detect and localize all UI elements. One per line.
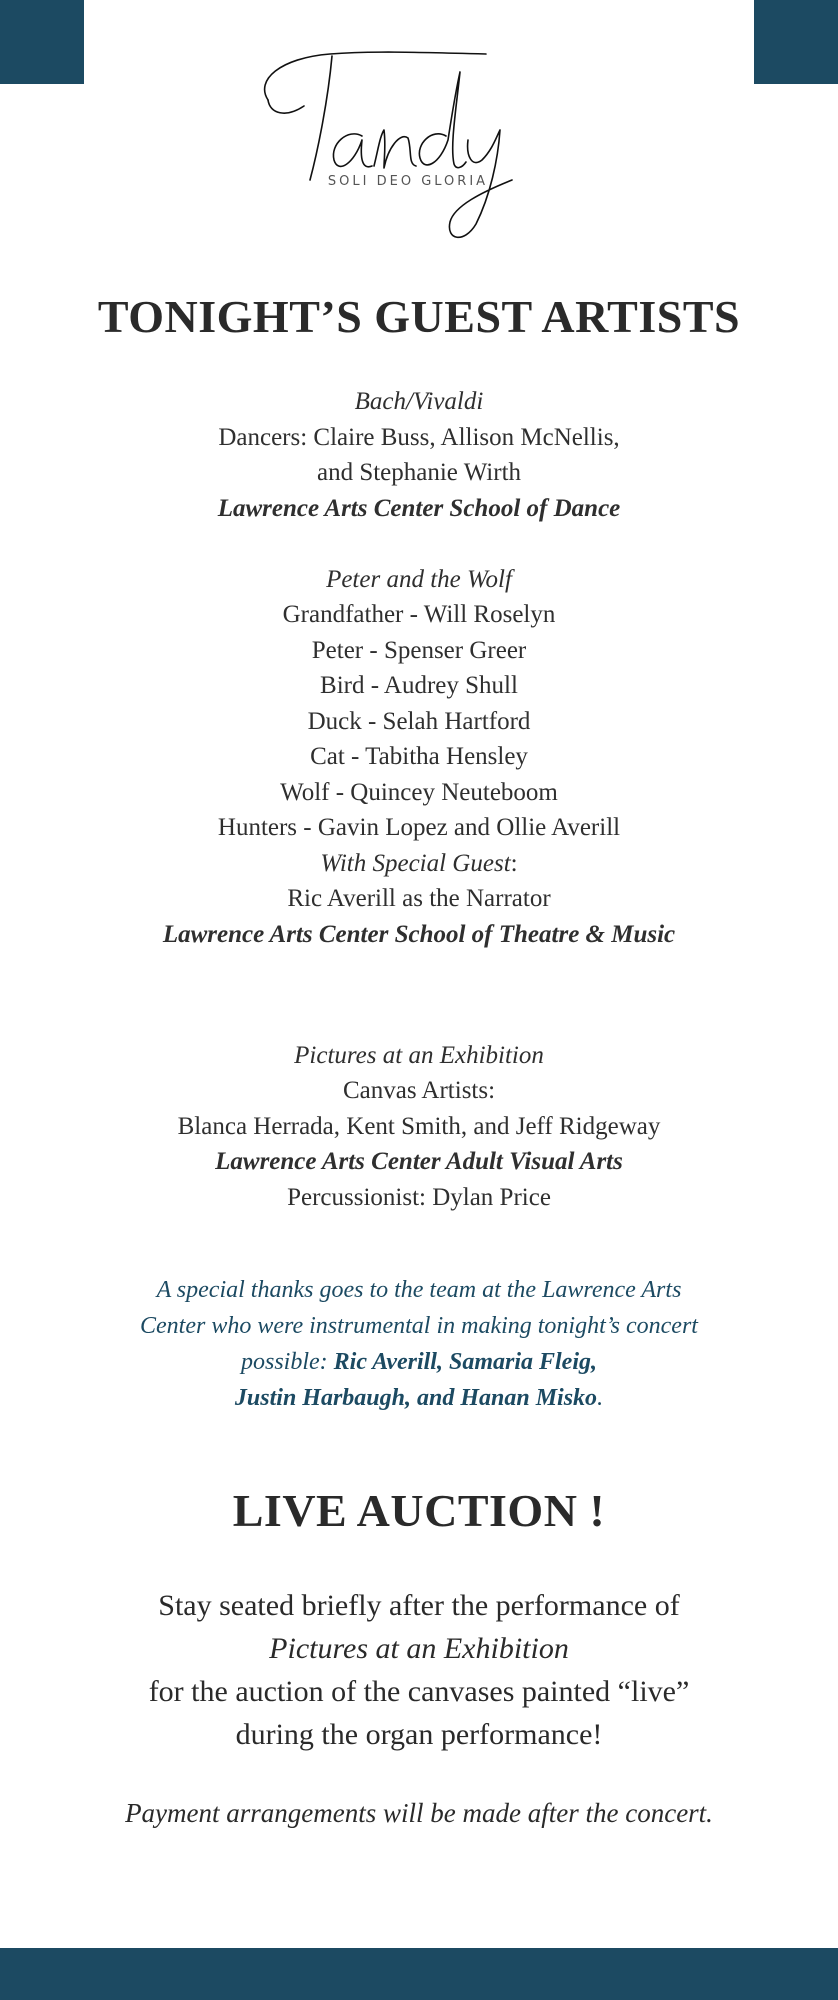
special-guest-label: With Special Guest — [320, 849, 511, 877]
bach-vivaldi-title: Bach/Vivaldi — [354, 388, 484, 415]
cast-line: Grandfather - Will Roselyn — [282, 601, 556, 628]
guest-artists-heading-wrap — [0, 290, 838, 343]
peter-wolf-title: Peter and the Wolf — [326, 565, 512, 593]
auction-line-3: for the auction of the canvases painted “live” — [148, 1675, 690, 1708]
spacer — [0, 526, 838, 562]
bach-organization: Lawrence Arts Center School of Dance — [217, 494, 621, 522]
cast-line: Peter - Spenser Greer — [311, 636, 527, 664]
thanks-line-3 — [0, 1344, 838, 1380]
cast-line: Hunters - Gavin Lopez and Ollie Averill — [217, 814, 621, 841]
corner-block-right — [754, 0, 838, 84]
auction-line-1: Stay seated briefly after the performance of — [158, 1589, 680, 1622]
corner-block-left — [0, 0, 84, 84]
cast-line: Bird - Audrey Shull — [320, 672, 518, 699]
credits-block — [0, 384, 838, 1215]
special-guest-line — [0, 846, 838, 882]
auction-heading-wrap — [0, 1484, 838, 1537]
thanks-line-4 — [0, 1380, 838, 1416]
spacer — [0, 1002, 838, 1038]
auction-line-2: Pictures at an Exhibition — [269, 1632, 569, 1665]
live-auction-heading: LIVE AUCTION ! — [232, 1485, 606, 1536]
spacer — [0, 952, 838, 1002]
tandy-script-wordmark — [250, 40, 560, 260]
auction-body — [0, 1584, 838, 1756]
pictures-organization: Lawrence Arts Center Adult Visual Arts — [215, 1148, 623, 1175]
cast-line: Duck - Selah Hartford — [307, 707, 531, 735]
thanks-line-4-end: . — [597, 1385, 604, 1411]
tandy-logo — [250, 40, 560, 260]
narrator-line: Ric Averill as the Narrator — [287, 885, 551, 912]
thanks-names-2: Justin Harbaugh, and Hanan Misko — [234, 1385, 598, 1411]
thanks-line-3-prefix: possible: — [240, 1349, 334, 1375]
canvas-artists-names: Blanca Herrada, Kent Smith, and Jeff Ridgeway — [177, 1112, 661, 1140]
percussionist-line: Percussionist: Dylan Price — [287, 1183, 551, 1211]
thanks-line-1: A special thanks goes to the team at the Lawrence Arts — [156, 1277, 682, 1303]
pictures-title: Pictures at an Exhibition — [294, 1041, 544, 1069]
bach-dancers-line-1: Dancers: Claire Buss, Allison McNellis, — [218, 423, 620, 451]
footer-bar — [0, 1948, 838, 2000]
auction-line-4: during the organ performance! — [235, 1718, 603, 1751]
thanks-line-2: Center who were instrumental in making tonight’s concert — [140, 1313, 698, 1339]
payment-note: Payment arrangements will be made after the concert. — [125, 1798, 713, 1828]
peter-organization: Lawrence Arts Center School of Theatre & Music — [162, 920, 676, 948]
thanks-names-1: Ric Averill, Samaria Fleig, — [333, 1349, 597, 1375]
guest-artists-heading: TONIGHT’S GUEST ARTISTS — [97, 291, 741, 342]
logo-tagline: SOLI DEO GLORIA — [327, 174, 489, 189]
canvas-artists-label: Canvas Artists: — [342, 1077, 496, 1104]
special-guest-colon: : — [510, 849, 518, 877]
cast-line: Cat - Tabitha Hensley — [310, 743, 528, 770]
thanks-block — [0, 1272, 838, 1416]
cast-line: Wolf - Quincey Neuteboom — [280, 778, 558, 806]
bach-dancers-line-2: and Stephanie Wirth — [316, 459, 522, 486]
